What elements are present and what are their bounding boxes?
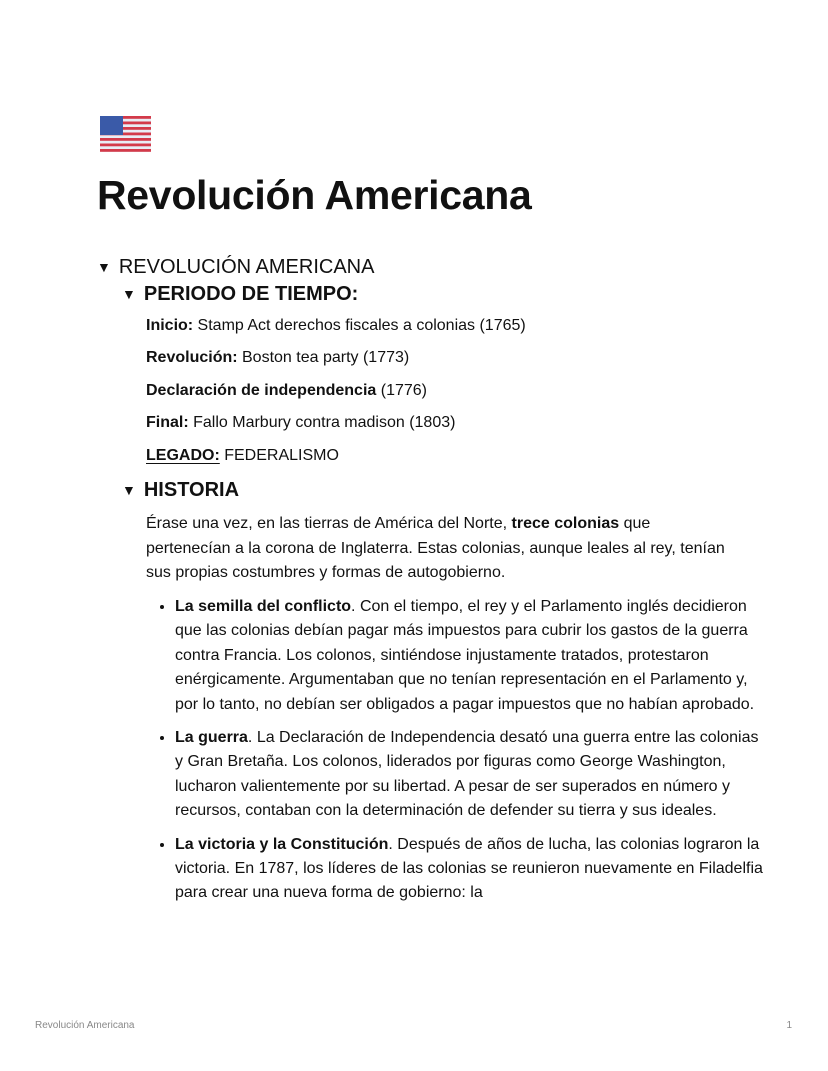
property-value: (1776) <box>376 382 427 399</box>
triangle-down-icon: ▼ <box>122 482 136 498</box>
page-number: 1 <box>786 1020 792 1031</box>
property-label: Revolución: <box>146 349 238 366</box>
property-final <box>146 412 455 434</box>
intro-bold: trece colonias <box>511 515 620 532</box>
triangle-down-icon: ▼ <box>97 259 111 275</box>
property-legado <box>146 445 339 467</box>
property-declaracion <box>146 380 427 402</box>
toggle-revolucion-americana[interactable] <box>97 255 374 279</box>
property-label: Final: <box>146 414 189 431</box>
item-title: La semilla del conflicto <box>175 598 352 615</box>
toggle-label: REVOLUCIÓN AMERICANA <box>118 256 375 278</box>
page-title: Revolución Americana <box>97 172 532 218</box>
footer-title: Revolución Americana <box>35 1020 135 1031</box>
item-text: . Después de años de lucha, las colonias lograron la victoria. En 1787, los líderes de las colonias se reunieron nuevamente en Filadelfia para crear una nueva forma de gobierno: la <box>175 835 763 902</box>
toggle-label: PERIODO DE TIEMPO: <box>143 283 359 305</box>
property-label: LEGADO: <box>146 447 220 464</box>
intro-paragraph <box>146 512 736 586</box>
property-label: Inicio: <box>146 317 194 334</box>
intro-text: Érase una vez, en las tierras de América del Norte, <box>146 515 512 532</box>
toggle-historia[interactable] <box>122 478 239 502</box>
item-text: . Con el tiempo, el rey y el Parlamento inglés decidieron que las colonias debían pagar más impuestos para cubrir los gastos de la guerra contra Francia. Los colonos, sintiéndose injustamente tratados, protestaron enérgicamente. Argumentaban que no tenían representación en el Parlamento y, por lo tanto, no debían ser obligados a pagar impuestos que no habían aprobado. <box>175 598 755 713</box>
toggle-periodo-de-tiempo[interactable] <box>122 282 358 306</box>
intro-text: que pertenecían a la corona de Inglaterra. Estas colonias, aunque leales al rey, tenían sus propias costumbres y formas de autogobierno. <box>146 515 725 581</box>
property-value: FEDERALISMO <box>219 447 339 464</box>
list-item <box>175 726 765 824</box>
item-title: La guerra <box>175 729 248 747</box>
triangle-down-icon: ▼ <box>122 286 136 302</box>
history-list <box>146 595 765 915</box>
property-value: Fallo Marbury contra madison (1803) <box>188 414 456 431</box>
property-revolucion <box>146 347 409 369</box>
item-text: . La Declaración de Independencia desató una guerra entre las colonias y Gran Bretaña. Los colonos, liderados por figuras como George Washington, lucharon valientemente por su libertad. A pesar de ser superados en número y recursos, contaban con la determinación de defender su tierra y sus ideales. <box>175 729 759 820</box>
property-value: Stamp Act derechos fiscales a colonias (1765) <box>193 317 526 334</box>
toggle-label: HISTORIA <box>143 479 240 501</box>
property-value: Boston tea party (1773) <box>237 349 410 366</box>
us-flag-icon <box>100 116 151 152</box>
list-item <box>175 833 765 906</box>
property-label: Declaración de independencia <box>146 382 377 399</box>
item-title: La victoria y la Constitución <box>175 835 389 853</box>
list-item <box>175 595 765 717</box>
property-inicio <box>146 315 526 337</box>
